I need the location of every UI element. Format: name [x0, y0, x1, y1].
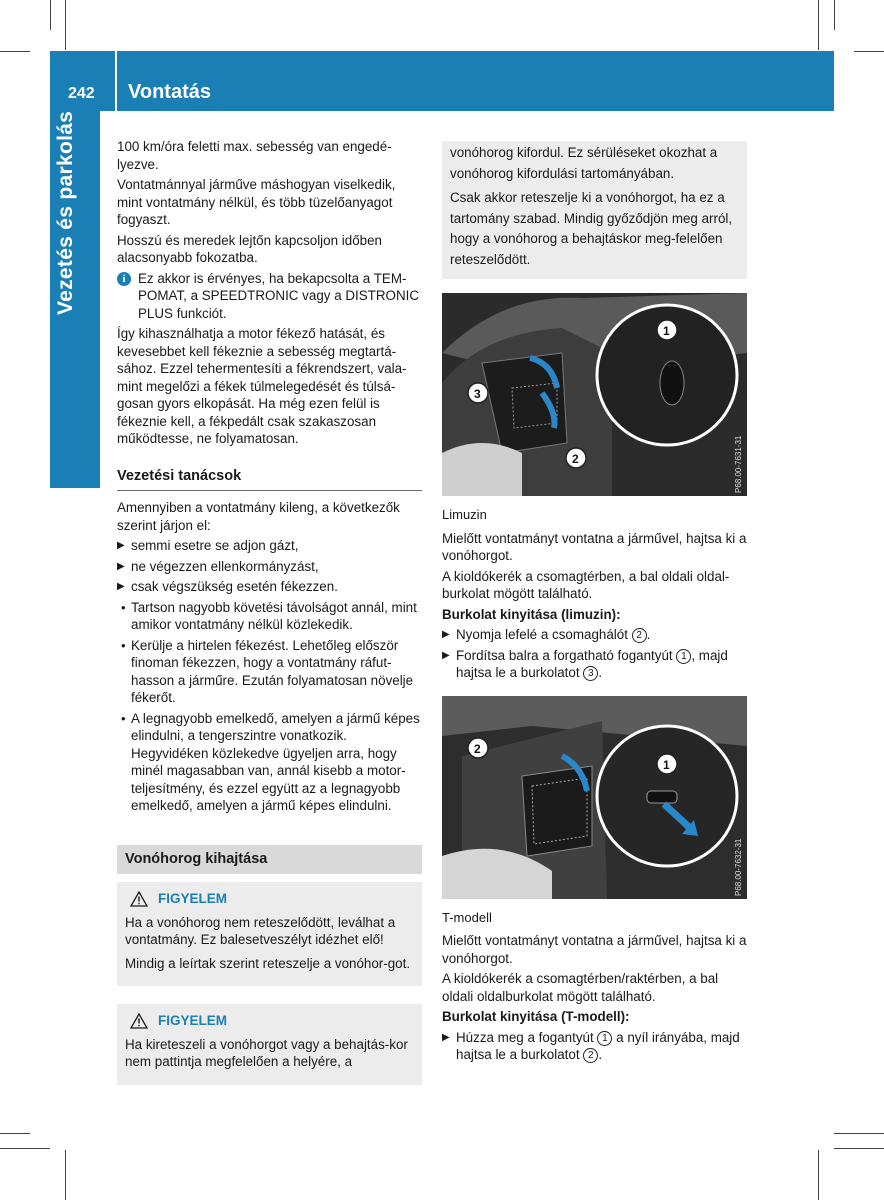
paragraph: Mielőtt vontatmányt vontatna a járművel, hajtsa ki a vonóhorgot.	[442, 530, 747, 563]
callout-ref: 2	[583, 1048, 598, 1063]
paragraph: Így kihasználhatja a motor fékező hatását, és kevesebbet kell fékeznie a sebesség megtartá-sához. Ezzel tehermentesíti a fékrendszert, vala-mint megelőzi a fékek túlmelegedését és túlsá-gosan gyors elkopását. Ha még ezen felül is fékeznie kell, a fékpedált csak szakaszosan működtesse, ne folyamatosan.	[117, 326, 407, 446]
bullet-dot-icon: •	[121, 637, 126, 653]
chapter-label: Vezetés és parkolás	[54, 111, 77, 316]
crop-mark	[65, 1150, 66, 1200]
page-title: Vontatás	[128, 81, 211, 103]
step-text-part: .	[646, 627, 651, 642]
info-icon: i	[117, 272, 131, 286]
step-text-part: Húzza meg a fogantyút	[456, 1029, 594, 1045]
trunk-illustration-estate	[442, 696, 747, 899]
step-text-part: , majd hajtsa le a burkolatot	[456, 647, 728, 680]
bullet-text: Kerülje a hirtelen fékezést. Lehetőleg először finoman fékezzen, hogy a vontatmány ráfut-hasson a járműre. Ezután folyamatosan növelje fékerőt.	[131, 637, 414, 705]
paragraph: Mielőtt vontatmányt vontatna a járművel, hajtsa ki a vonóhorgot.	[442, 933, 747, 966]
step-item	[442, 647, 747, 682]
step-item	[117, 578, 422, 596]
bullet-dot-icon: •	[121, 710, 126, 726]
figure-code: P68.00-7631-31	[734, 435, 743, 493]
step-arrow-icon: ▶	[117, 540, 125, 551]
step-item	[442, 626, 747, 644]
warning-header	[130, 890, 414, 908]
bullet-dot-icon: •	[121, 599, 126, 615]
subheading: Burkolat kinyitása (limuzin):	[442, 606, 621, 622]
step-item	[442, 1029, 747, 1064]
bullet-item	[121, 637, 422, 707]
paragraph: A kioldókerék a csomagtérben/raktérben, a bal oldali oldalburkolat mögött található.	[442, 971, 719, 1004]
warning-header	[130, 1012, 414, 1030]
bullet-item	[121, 710, 422, 815]
crop-mark	[818, 1150, 819, 1200]
warning-text: vonóhorog kifordul. Ez sérüléseket okozhat a vonóhorog kifordulási tartományában.	[450, 145, 718, 181]
warning-box-continued	[442, 141, 747, 279]
trunk-drawing	[442, 293, 747, 496]
bullet-text: A legnagyobb emelkedő, amelyen a jármű képes elindulni, a tengerszintre vonatkozik. Hegyvidéken közlekedve ügyeljen arra, hogy minél magasabban van, annál kisebb a motor-teljesítmény, és ezzel együtt az a legnagyobb emelkedő, amelyen a jármű képes elindulni.	[131, 710, 420, 813]
paragraph: 100 km/óra feletti max. sebesség van engedé-lyezve.	[117, 139, 392, 172]
callout-2: 2	[572, 452, 579, 466]
crop-mark	[834, 1133, 884, 1134]
step-arrow-icon: ▶	[442, 629, 450, 640]
crop-mark	[0, 51, 30, 52]
warning-text: Csak akkor reteszelje ki a vonóhorgot, ha ez a tartomány szabad. Mindig győződjön meg arról, hogy a vonóhorog a behajtáskor meg-felelően reteszelődött.	[450, 190, 733, 267]
step-text-part: a nyíl irányába, majd hajtsa le a burkolatot	[456, 1029, 740, 1062]
step-text-part: Nyomja lefelé a csomaghálót	[456, 627, 628, 642]
figure-code: P68.00-7632-31	[734, 838, 743, 896]
warning-triangle-icon	[130, 1013, 148, 1029]
step-arrow-icon: ▶	[442, 649, 450, 661]
paragraph: Amennyiben a vontatmány kileng, a következők szerint járjon el:	[117, 500, 400, 533]
info-text: Ez akkor is érvényes, ha bekapcsolta a TEM-POMAT, a SPEEDTRONIC vagy a DISTRONIC PLUS funkciót.	[138, 270, 420, 321]
header-divider	[115, 51, 117, 111]
figure-caption: Limuzin	[442, 507, 487, 522]
step-text-part: Fordítsa balra a forgatható fogantyút	[456, 647, 673, 663]
callout-ref: 1	[676, 649, 691, 664]
crop-mark	[0, 1133, 30, 1134]
step-text	[456, 1029, 747, 1064]
trunk-drawing	[442, 696, 747, 899]
chapter-tab	[50, 111, 100, 488]
subheading: Burkolat kinyitása (T-modell):	[442, 1009, 630, 1024]
warning-text: Ha a vonóhorog nem reteszelődött, leválhat a vontatmány. Ez balesetveszélyt idézhet elő!	[125, 914, 396, 947]
paragraph: Hosszú és meredek lejtőn kapcsoljon időben alacsonyabb fokozatba.	[117, 232, 382, 265]
paragraph: Vontatmánnyal járműve máshogyan viselkedik, mint vontatmány nélkül, és több tüzelőanyagot fogyaszt.	[117, 177, 396, 227]
warning-box	[117, 882, 422, 986]
step-arrow-icon: ▶	[117, 581, 125, 592]
figure-caption: T-modell	[442, 909, 492, 925]
bullet-item	[121, 599, 422, 634]
warning-title: FIGYELEM	[158, 891, 228, 906]
crop-mark	[65, 0, 66, 50]
trunk-illustration-limousine	[442, 293, 747, 496]
step-text: semmi esetre se adjon gázt,	[131, 538, 299, 553]
paragraph: A kioldókerék a csomagtérben, a bal oldali oldal-burkolat mögött található.	[442, 568, 730, 601]
callout-3: 3	[474, 387, 481, 401]
crop-mark	[0, 1148, 50, 1149]
section-heading: Vezetési tanácsok	[117, 468, 422, 492]
page-header	[50, 51, 834, 111]
callout-ref: 2	[632, 628, 647, 643]
warning-text: Ha kireteszeli a vonóhorgot vagy a behajtás-kor nem pattintja megfelelően a helyére, a	[125, 1036, 408, 1069]
warning-title: FIGYELEM	[158, 1013, 228, 1028]
section-bar-heading: Vonóhorog kihajtása	[117, 845, 422, 875]
page-number: 242	[68, 85, 95, 102]
step-text: csak végszükség esetén fékezzen.	[131, 579, 338, 594]
step-arrow-icon: ▶	[117, 560, 125, 572]
step-text	[456, 626, 650, 644]
crop-mark	[818, 0, 819, 50]
callout-ref: 1	[597, 1031, 612, 1046]
right-column	[442, 141, 747, 1067]
crop-mark	[854, 51, 884, 52]
info-note	[117, 270, 422, 323]
step-text-part: .	[598, 1047, 603, 1062]
step-item	[117, 537, 422, 555]
callout-1: 1	[663, 324, 670, 338]
warning-triangle-icon	[130, 891, 148, 907]
crop-mark	[834, 1148, 884, 1149]
crop-mark	[834, 0, 835, 30]
step-text: ne végezzen ellenkormányzást,	[131, 558, 319, 574]
left-column	[117, 138, 422, 1085]
step-item	[117, 558, 422, 576]
warning-box	[117, 1004, 422, 1085]
warning-text: Mindig a leírtak szerint reteszelje a vonóhor-got.	[125, 955, 411, 971]
crop-mark	[50, 0, 51, 30]
step-text	[456, 647, 747, 682]
step-arrow-icon: ▶	[442, 1031, 450, 1043]
step-text-part: .	[598, 665, 603, 680]
callout-1: 1	[663, 757, 670, 772]
callout-2: 2	[474, 741, 481, 756]
bullet-text: Tartson nagyobb követési távolságot annál, mint amikor vontatmány nélkül közlekedik.	[131, 599, 417, 632]
callout-ref: 3	[583, 666, 598, 681]
